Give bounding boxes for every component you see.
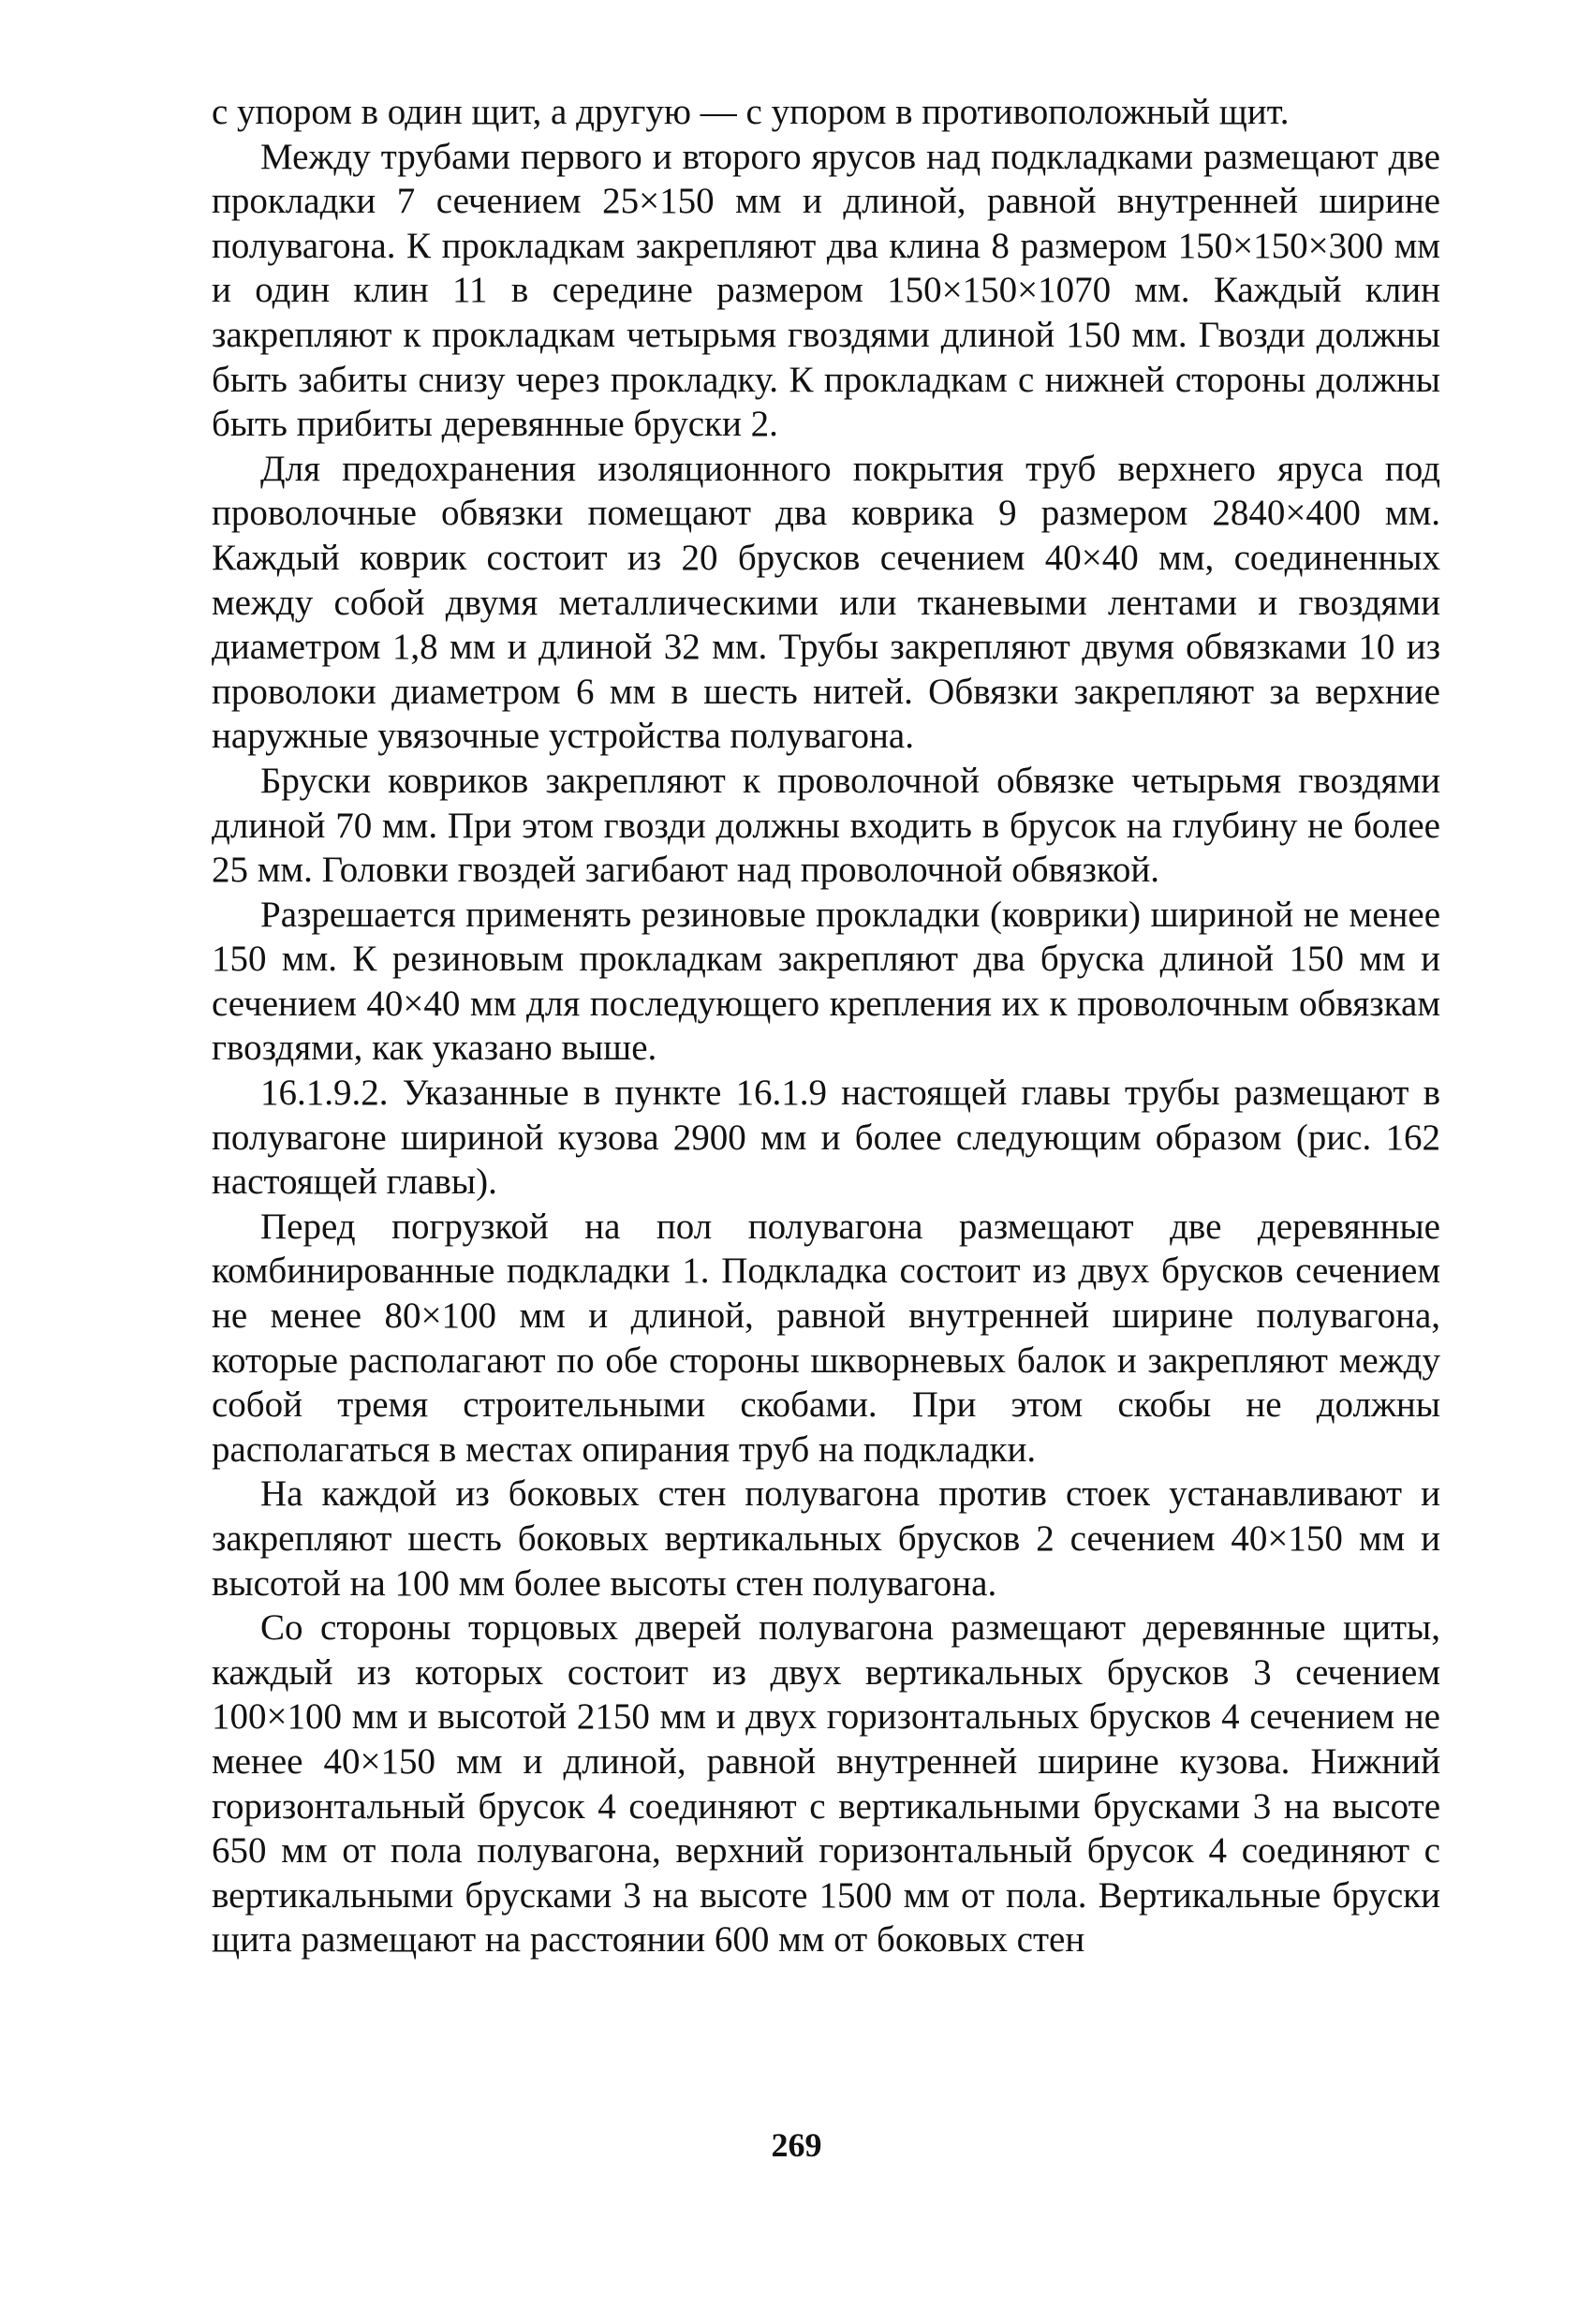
paragraph-section-16-1-9-2: 16.1.9.2. Указанные в пункте 16.1.9 настоящей главы трубы размещают в полувагоне шириной кузова 2900 мм и более следующим образом (рис. 162 настоящей главы).	[212, 1073, 1440, 1203]
paragraph: Со стороны торцовых дверей полувагона размещают деревянные щиты, каждый из которых состоит из двух вертикальных брусков 3 сечением 100×100 мм и высотой 2150 мм и двух горизонтальных брусков 4 сечением не менее 40×150 мм и длиной, равной внутренней ширине кузова. Нижний горизонтальный брусок 4 соединяют с вертикальными брусками 3 на высоте 650 мм от пола полувагона, верхний горизонтальный брусок 4 соединяют с вертикальными брусками 3 на высоте 1500 мм от пола. Вертикальные бруски щита размещают на расстоянии 600 мм от боковых стен	[212, 1607, 1440, 1961]
paragraph: На каждой из боковых стен полувагона против стоек устанавливают и закрепляют шесть боковых вертикальных брусков 2 сечением 40×150 мм и высотой на 100 мм более высоты стен полувагона.	[212, 1473, 1440, 1604]
paragraph: Разрешается применять резиновые прокладки (коврики) шириной не менее 150 мм. К резиновым прокладкам закрепляют два бруска длиной 150 мм и сечением 40×40 мм для последующего крепления их к проволочным обвязкам гвоздями, как указано выше.	[212, 894, 1440, 1069]
page-number: 269	[771, 2126, 822, 2164]
paragraph-continuation: с упором в один щит, а другую — с упором в противоположный щит.	[212, 92, 1290, 132]
page-body	[212, 90, 1440, 1962]
paragraph: Перед погрузкой на пол полувагона размещают две деревянные комбинированные подкладки 1. Подкладка состоит из двух брусков сечением не менее 80×100 мм и длиной, равной внутренней ширине полувагона, которые располагают по обе стороны шкворневых балок и закрепляют между собой тремя строительными скобами. При этом скобы не должны располагаться в местах опирания труб на подкладки.	[212, 1206, 1440, 1470]
paragraph: Между трубами первого и второго ярусов над подкладками размещают две прокладки 7 сечением 25×150 мм и длиной, равной внутренней ширине полувагона. К прокладкам закрепляют два клина 8 размером 150×150×300 мм и один клин 11 в середине размером 150×150×1070 мм. Каждый клин закрепляют к прокладкам четырьмя гвоздями длиной 150 мм. Гвозди должны быть забиты снизу через прокладку. К прокладкам с нижней стороны должны быть прибиты деревянные бруски 2.	[212, 136, 1440, 445]
paragraph: Бруски ковриков закрепляют к проволочной обвязке четырьмя гвоздями длиной 70 мм. При этом гвозди должны входить в брусок на глубину не более 25 мм. Головки гвоздей загибают над проволочной обвязкой.	[212, 760, 1440, 891]
paragraph: Для предохранения изоляционного покрытия труб верхнего яруса под проволочные обвязки помещают два коврика 9 размером 2840×400 мм. Каждый коврик состоит из 20 брусков сечением 40×40 мм, соединенных между собой двумя металлическими или тканевыми лентами и гвоздями диаметром 1,8 мм и длиной 32 мм. Трубы закрепляют двумя обвязками 10 из проволоки диаметром 6 мм в шесть нитей. Обвязки закрепляют за верхние наружные увязочные устройства полувагона.	[212, 448, 1440, 757]
